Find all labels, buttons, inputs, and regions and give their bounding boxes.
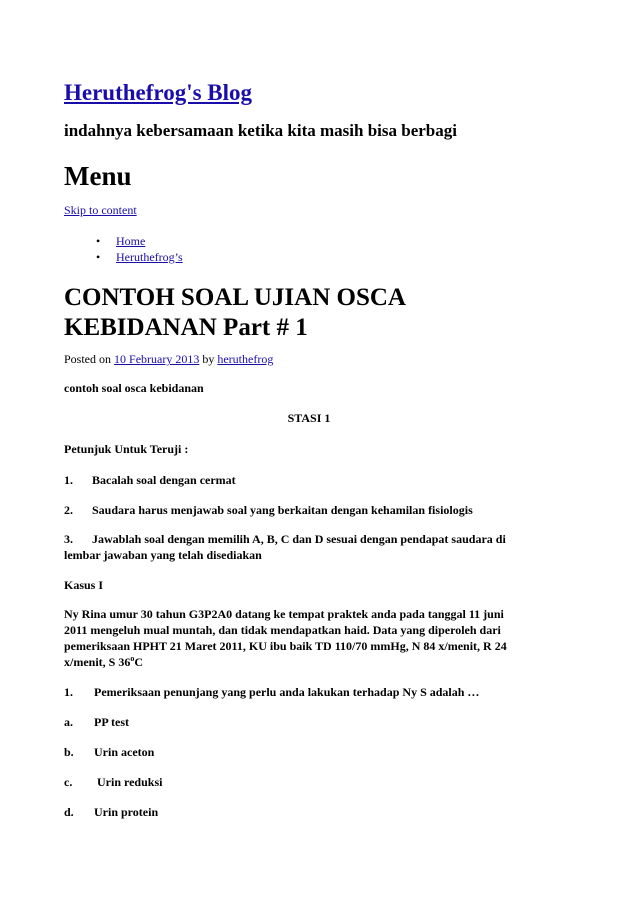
post-title-line1: CONTOH SOAL UJIAN OSCA [64,284,406,311]
post-title [64,283,584,343]
blog-title-link[interactable]: Heruthefrog's Blog [64,80,253,105]
kasus-line-3: pemeriksaan HPHT 21 Maret 2011, KU ibu baik TD 110/70 mmHg, N 84 x/menit, R 24 [64,639,507,653]
post-title-line2: KEBIDANAN Part # 1 [64,314,308,341]
option-letter: d. [64,805,74,819]
instruction-number: 1. [64,473,73,487]
option-text: Urin reduksi [94,775,163,789]
nav-link-home[interactable]: Home [116,234,146,248]
instruction-3 [64,531,554,547]
option-text: PP test [94,715,129,729]
instruction-text: Bacalah soal dengan cermat [92,473,236,487]
menu-heading: Menu [64,161,132,191]
question-1 [64,684,554,700]
blog-title [64,80,252,106]
option-b [64,744,554,760]
kasus-line-4 [64,654,554,670]
question-text: Pemeriksaan penunjang yang perlu anda lakukan terhadap Ny S adalah … [94,685,480,699]
meta-prefix: Posted on [64,352,112,366]
skip-to-content-link[interactable]: Skip to content [64,203,137,217]
kasus-title: Kasus I [64,578,104,592]
question-number: 1. [64,685,73,699]
instruction-number: 3. [64,532,73,546]
post-author-link[interactable]: heruthefrog [217,352,274,366]
option-text: Urin aceton [94,745,155,759]
option-letter: a. [64,715,73,729]
nav-link-heruthefrogs[interactable]: Heruthefrog’s [116,250,183,264]
nav-item-home [64,234,183,250]
post-date-link[interactable]: 10 February 2013 [114,352,200,366]
nav-item-heruthefrogs [64,250,183,266]
kasus-line-2: 2011 mengeluh mual muntah, dan tidak mendapatkan haid. Data yang diperoleh dari [64,623,501,637]
blog-tagline: indahnya kebersamaan ketika kita masih bisa berbagi [64,121,457,140]
nav-menu [64,234,183,266]
kasus-line-4-unit: C [134,655,144,669]
post-meta [64,352,273,366]
instruction-2 [64,502,554,518]
meta-by: by [202,352,215,366]
degree-sup: o [130,654,135,663]
instruction-1 [64,472,554,488]
petunjuk-heading: Petunjuk Untuk Teruji : [64,442,189,456]
instruction-text: Jawablah soal dengan memilih A, B, C dan D sesuai dengan pendapat saudara di [92,532,506,546]
option-letter: b. [64,745,74,759]
instruction-number: 2. [64,503,73,517]
stasi-heading: STASI 1 [287,411,331,425]
kasus-line-1: Ny Rina umur 30 tahun G3P2A0 datang ke tempat praktek anda pada tanggal 11 juni [64,607,504,621]
instruction-3-continued: lembar jawaban yang telah disediakan [64,548,262,562]
option-d [64,804,554,820]
option-letter: c. [64,775,73,789]
option-a [64,714,554,730]
option-text: Urin protein [94,805,159,819]
option-c [64,774,554,790]
kasus-line-4-text: x/menit, S 36 [64,655,131,669]
instruction-text: Saudara harus menjawab soal yang berkaitan dengan kehamilan fisiologis [92,503,473,517]
intro-text: contoh soal osca kebidanan [64,381,204,395]
